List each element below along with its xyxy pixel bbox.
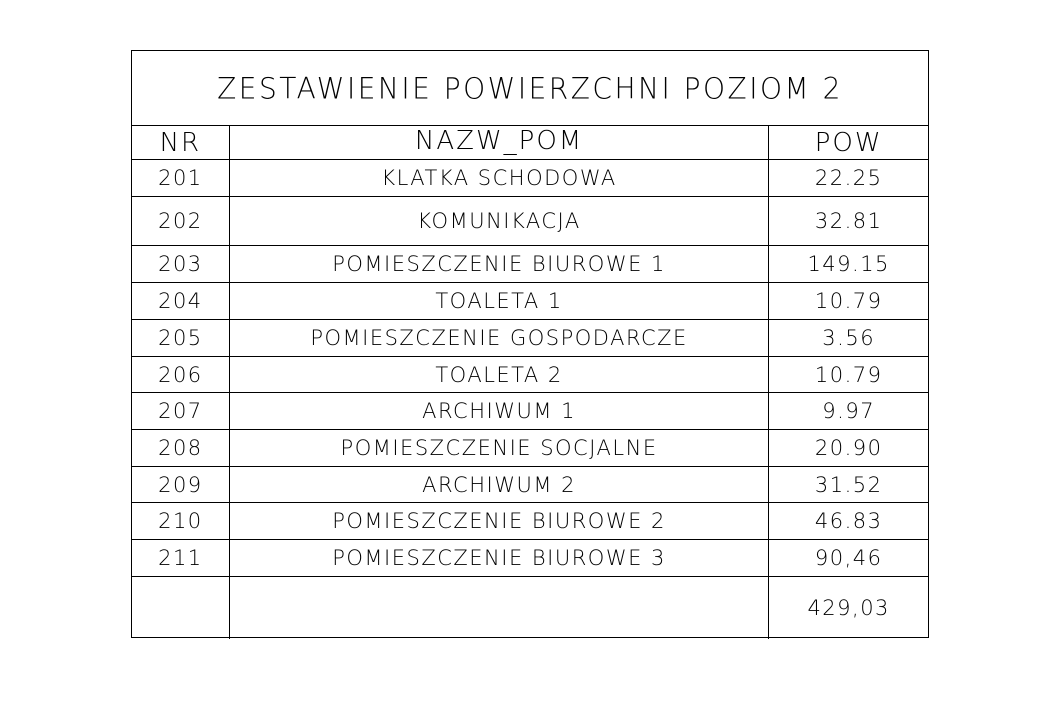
cell-pow: 10.79 — [814, 289, 883, 313]
cell-name: TOALETA 2 — [230, 357, 770, 392]
cell-name: POMIESZCZENIE GOSPODARCZE — [230, 320, 770, 356]
table-row — [132, 393, 928, 430]
cell-pow: 90,46 — [814, 546, 883, 570]
cell-pow: 46.83 — [814, 509, 883, 533]
cell-nr: 204 — [132, 283, 230, 319]
total-pow: 429,03 — [807, 596, 890, 620]
cell-nr: 205 — [132, 320, 230, 356]
table-row — [132, 320, 928, 357]
table-row — [132, 283, 928, 320]
header-nr: NR — [132, 126, 230, 159]
cell-pow: 22.25 — [814, 166, 883, 190]
table-row — [132, 357, 928, 393]
table-row — [132, 467, 928, 503]
cell-name: POMIESZCZENIE BIUROWE 3 — [230, 540, 770, 576]
table-row — [132, 430, 928, 467]
header-pow: POW — [814, 127, 883, 158]
cell-nr: 209 — [132, 467, 230, 502]
table-row — [132, 246, 928, 283]
cell-name: POMIESZCZENIE BIUROWE 2 — [230, 503, 770, 539]
cell-nr: 210 — [132, 503, 230, 539]
table-row — [132, 540, 928, 577]
table-title: ZESTAWIENIE POWIERZCHNI POZIOM 2 — [217, 70, 843, 106]
total-name — [230, 577, 770, 639]
cell-name: ARCHIWUM 1 — [230, 393, 770, 429]
cell-nr: 207 — [132, 393, 230, 429]
table-title-row — [132, 51, 928, 126]
cell-name: POMIESZCZENIE BIUROWE 1 — [230, 246, 770, 282]
header-row — [132, 126, 928, 160]
table-row — [132, 197, 928, 246]
cell-pow: 3.56 — [822, 326, 876, 350]
cell-name: POMIESZCZENIE SOCJALNE — [230, 430, 770, 466]
header-name: NAZW_POM — [230, 126, 770, 159]
cell-nr: 201 — [132, 160, 230, 196]
cell-name: ARCHIWUM 2 — [230, 467, 770, 502]
table-row — [132, 160, 928, 197]
area-schedule-table — [131, 50, 929, 638]
cell-name: KOMUNIKACJA — [230, 197, 770, 245]
total-nr — [132, 577, 230, 639]
cell-nr: 202 — [132, 197, 230, 245]
total-row — [132, 577, 928, 639]
cell-name: TOALETA 1 — [230, 283, 770, 319]
cell-nr: 211 — [132, 540, 230, 576]
cell-pow: 149.15 — [807, 252, 890, 276]
cell-pow: 31.52 — [814, 472, 883, 497]
cell-nr: 203 — [132, 246, 230, 282]
cell-pow: 20.90 — [814, 436, 883, 460]
cell-pow: 10.79 — [814, 362, 883, 387]
table-row — [132, 503, 928, 540]
cell-nr: 206 — [132, 357, 230, 392]
table-grid — [132, 126, 928, 637]
cell-nr: 208 — [132, 430, 230, 466]
cell-pow: 32.81 — [814, 209, 883, 233]
cell-name: KLATKA SCHODOWA — [230, 160, 770, 196]
cell-pow: 9.97 — [822, 399, 876, 423]
